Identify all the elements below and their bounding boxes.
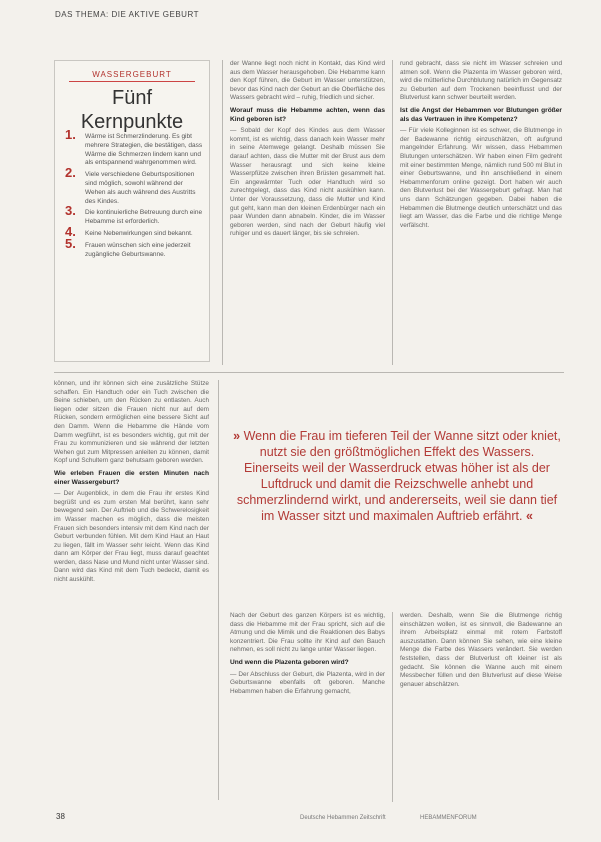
column-divider (392, 612, 393, 802)
key-point-number: 2. (65, 165, 76, 181)
key-point-text: Wärme ist Schmerzlinderung. Es gibt mehrere Strategien, die bestätigen, dass Wärme die Schmerzen lindern kann und als entspannend wahrgenommen wird. (85, 133, 203, 167)
key-point-number: 5. (65, 235, 76, 251)
pull-quote-text: Wenn die Frau im tieferen Teil der Wanne sitzt oder kniet, nutzt sie den größtmöglichen Effekt des Wassers. Einerseits weil der Wasserdruck etwas höher ist als der Luftdruck und damit die Reizschwelle anhebt und schmerzlindernd wirkt, und andererseits, weil sie dann tief im Wasser sitzt und maximalen Auftrieb erfährt. (236, 429, 561, 523)
key-point-number: 3. (65, 203, 76, 219)
footer-publication: Deutsche Hebammen Zeitschrift (300, 815, 386, 821)
key-point-text: Viele verschiedene Geburtspositionen sind möglich, sowohl während der Wehen als auch während des Austritts des Kindes. (85, 171, 196, 205)
column-divider (218, 380, 219, 800)
interview-question: Worauf muss die Hebamme achten, wenn das Kind geboren ist? (230, 106, 385, 123)
pull-quote (232, 428, 562, 524)
key-point (63, 127, 203, 168)
key-point-text: Frauen wünschen sich eine jederzeit zugängliche Geburtswanne. (85, 241, 191, 258)
interview-question: Wie erleben Frauen die ersten Minuten nach einer Wassergeburt? (54, 469, 209, 486)
section-header: DAS THEMA: DIE AKTIVE GEBURT (55, 10, 199, 19)
key-point-text: Keine Nebenwirkungen sind bekannt. (85, 229, 193, 237)
box-heading-line-2: Kernpunkte (80, 111, 184, 133)
key-points-list (63, 127, 203, 262)
text-column-left-bottom (54, 380, 209, 800)
paragraph: — Der Augenblick, in dem die Frau ihr erstes Kind begrüßt und es zum ersten Mal berührt, kann sehr bewegend sein. Der Auftrieb und die Schwerelosigkeit im Wasser machen es möglich, dass die meisten Frauen sich besonders intensiv mit dem Kind nach der Geburt verbunden fühlen. Mit dem Kind Haut an Haut zu liegen, fällt im Wasser sehr leicht. Wenn das Kind dann am Körper der Frau liegt, muss darauf geachtet werden, dass Nase und Mund nicht unter Wasser sind. Dann wird das Kind mit dem Tuch bedeckt, damit es nicht auskühlt. (54, 490, 209, 584)
text-column-mid-top (230, 60, 385, 365)
page-number: 38 (56, 812, 65, 821)
key-point-text: Die kontinuierliche Betreuung durch eine Hebamme ist erforderlich. (85, 209, 203, 226)
quote-open-mark: » (233, 429, 241, 443)
paragraph: — Sobald der Kopf des Kindes aus dem Wasser kommt, ist es wichtig, dass danach kein Wasser mehr in seine Atemwege gelangt. Deshalb müssen Sie darauf achten, dass die Mutter mit der Brust aus dem Wasser herausragt und sich keine kleine Wasserpfütze zwischen ihren Brüsten gesammelt hat. Ein angewärmter Tuch oder Handtuch wird so zurechtgelegt, dass das Kind nicht auskühlen kann. Unter der Voraussetzung, dass die Mutter und Kind gut geht, kann man den kleinen Erdenbürger nach ein paar Wunden dann abnabeln. Kinder, die im Wasser geboren werden, sind nach der Geburt häufig viel ruhiger und es dauert länger, bis sie schreien. (230, 127, 385, 238)
key-point-number: 1. (65, 127, 76, 142)
horizontal-divider (54, 372, 564, 373)
interview-question: Ist die Angst der Hebammen vor Blutungen größer als das Vertrauen in ihre Kompetenz? (400, 106, 562, 123)
paragraph: der Wanne liegt noch nicht in Kontakt, das Kind wird aus dem Wasser herausgehoben. Die Hebamme kann den Kopf führen, die Geburt im Wasser unterstützen, bevor das Kind nach der Geburt an die Oberfläche des Wassers gebracht wird – ruhig, friedlich und sicher. (230, 60, 385, 102)
key-point (63, 165, 203, 206)
box-divider (69, 81, 195, 82)
box-heading (55, 86, 209, 134)
column-divider (222, 60, 223, 365)
key-point (63, 235, 203, 260)
paragraph: — Für viele Kolleginnen ist es schwer, die Blutmenge in der Badewanne richtig einzuschätzen, oft aufgrund mangelnder Erfahrung. Wir wissen, dass Hebammen Blutungen unterschätzen. Wir haben einen Film gedreht mit einer bestimmten Menge, nämlich rund 500 ml Blut in einer Geburtswanne, und ihn anschließend in einem Hebammenforum online gezeigt. Dort haben wir auch den Blutverlust bei der Wassergeburt gefragt. Man hat uns dann Schätzungen gegeben. Dabei haben die Hebammen die Blutmenge deutlich unterschätzt und das liegt am Wasser, das die Farbe und die richtige Menge verfälscht. (400, 127, 562, 229)
text-column-right-bottom (400, 612, 562, 802)
box-label: WASSERGEBURT (92, 70, 172, 79)
paragraph: rund gebracht, dass sie nicht im Wasser schreien und atmen soll. Wenn die Plazenta im Wasser geboren wird, wird die mütterliche Durchblutung natürlich im Gegensatz zu Geburten auf dem Trockenen beeinflusst und der Blutverlust kann schwer beurteilt werden. (400, 60, 562, 102)
text-column-mid-bottom (230, 612, 385, 802)
footer-section: HEBAMMENFORUM (420, 815, 477, 821)
column-divider (392, 60, 393, 365)
key-points-box (54, 60, 210, 362)
key-point (63, 203, 203, 227)
key-point-number: 4. (65, 223, 76, 239)
paragraph: können, und ihr können sich eine zusätzliche Stütze schaffen. Ein Handtuch oder ein Tuch zwischen die Beine schieben, um den Rücken zu entlasten. Auch liegen oder sitzen die Frauen nicht nur auf dem Rücken, sondern ermöglichen eine bessere Sicht auf den Damm. Wenn die Hebamme die Hände vom Damm wegführt, ist es besonders wichtig, gut mit der Frau zu kommunizieren und sie während der letzten Wehen gut zum Mitpressen anleiten zu können, damit Kopf und Schultern ganz behutsam geboren werden. (54, 380, 209, 465)
paragraph: — Der Abschluss der Geburt, die Plazenta, wird in der Geburtswanne ebenfalls oft geboren. Manche Hebammen haben die Erfahrung gemacht, (230, 670, 385, 695)
paragraph: werden. Deshalb, wenn Sie die Blutmenge richtig einschätzen wollen, ist es sinnvoll, die Badewanne an ihrem Arbeitsplatz einmal mit rotem Farbstoff auszustatten. Dann können Sie sehen, wie eine kleine Menge die Farbe des Wassers verändert. Sie werden feststellen, dass der Blutverlust oft kleiner ist als gedacht. Sie können die Wanne auch mit einem Messbecher füllen und den Blutverlust auf diese Weise genauer abschätzen. (400, 612, 562, 688)
key-point (63, 223, 203, 239)
text-column-right-top (400, 60, 562, 365)
quote-close-mark: « (525, 509, 533, 523)
box-heading-line-1: Fünf (111, 87, 153, 109)
interview-question: Und wenn die Plazenta geboren wird? (230, 658, 349, 666)
paragraph: Nach der Geburt des ganzen Körpers ist es wichtig, dass die Hebamme mit der Frau spricht, sich auf die Atmung und die Mimik und die Reaktionen des Babys konzentriert. Die Frau sollte ihr Kind auf den Bauch nehmen, es soll nicht zu lange unter Wasser liegen. (230, 612, 385, 654)
